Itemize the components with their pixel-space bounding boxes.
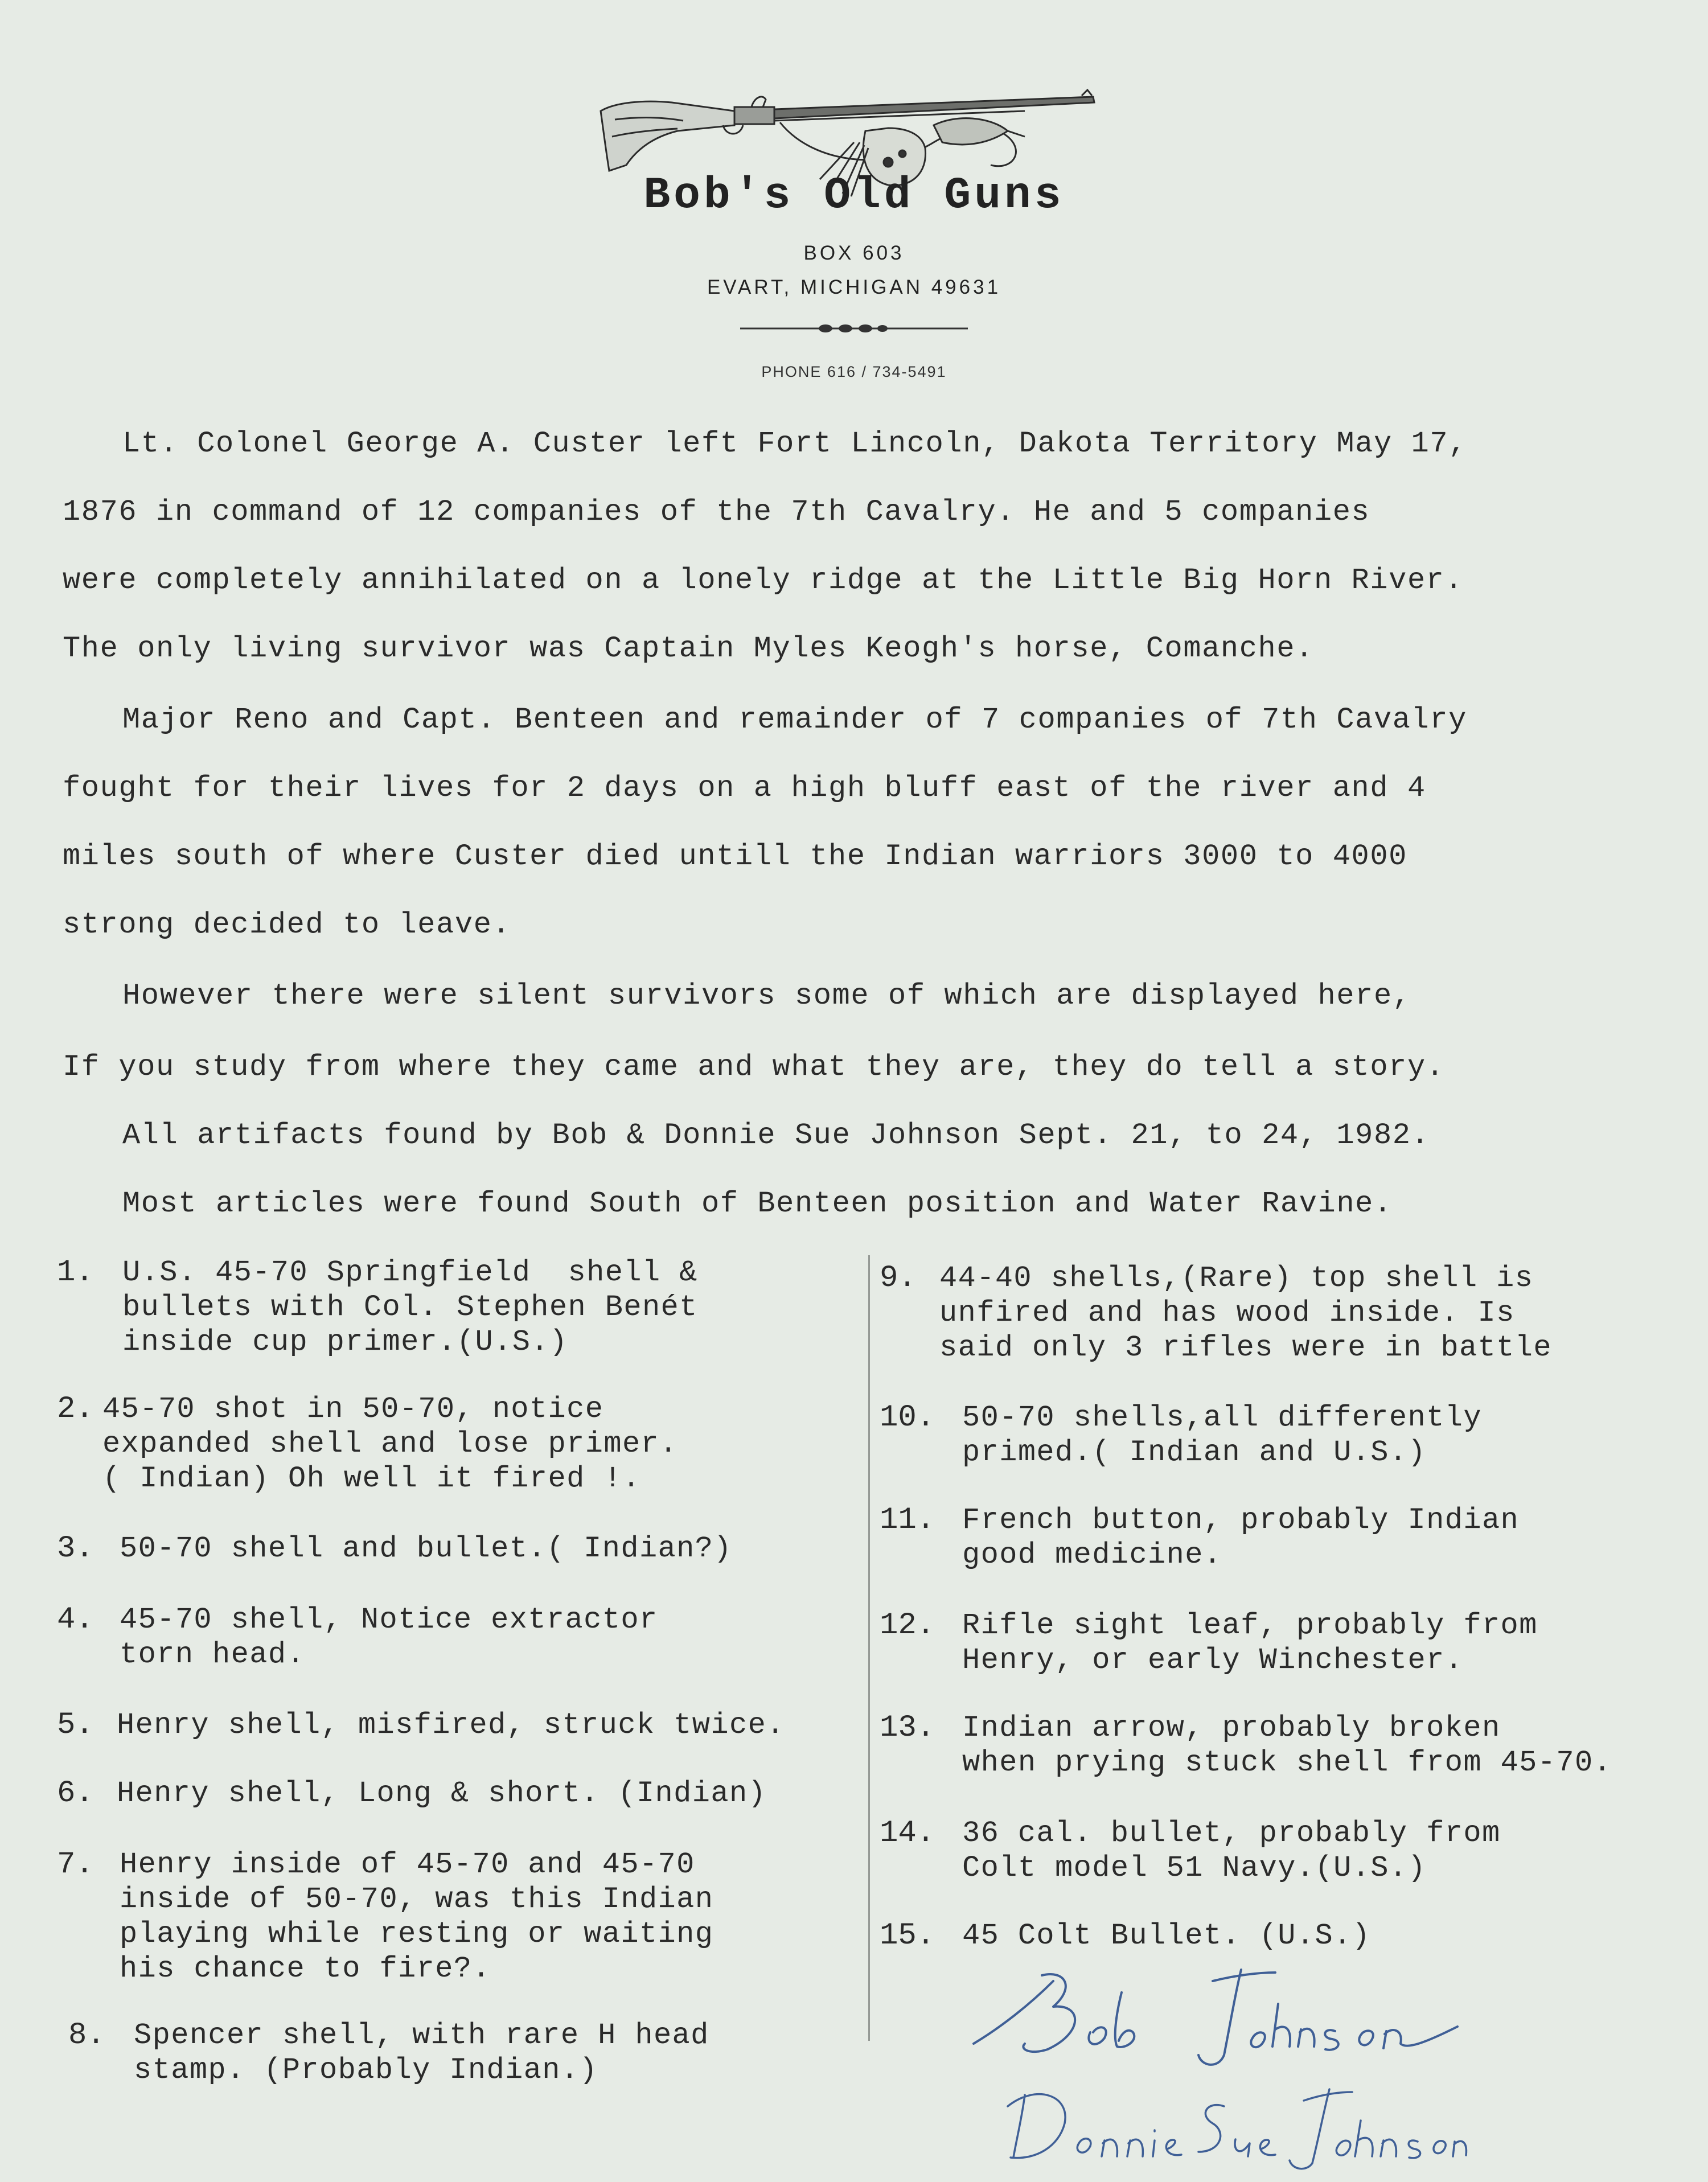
body-line: fought for their lives for 2 days on a high bluff east of the river and 4 <box>63 771 1426 805</box>
item-number: 11. <box>880 1503 935 1538</box>
item-number: 3. <box>57 1531 94 1566</box>
body-line: The only living survivor was Captain Myles Keogh's horse, Comanche. <box>63 632 1314 665</box>
column-divider <box>868 1255 870 2041</box>
body-line: Lt. Colonel George A. Custer left Fort Lincoln, Dakota Territory May 17, <box>122 427 1467 461</box>
item-number: 15. <box>880 1918 935 1953</box>
list-item: Henry shell, Long & short. (Indian) <box>117 1777 767 1810</box>
list-item: Henry shell, misfired, struck twice. <box>117 1708 785 1742</box>
body-line: If you study from where they came and what they are, they do tell a story. <box>63 1050 1445 1084</box>
item-number: 10. <box>880 1400 935 1435</box>
body-line: miles south of where Custer died untill the Indian warriors 3000 to 4000 <box>63 840 1407 873</box>
body-line: were completely annihilated on a lonely ridge at the Little Big Horn River. <box>63 564 1464 597</box>
list-item: 45 Colt Bullet. (U.S.) <box>962 1919 1371 1953</box>
item-number: 1. <box>57 1255 94 1290</box>
list-item: 44-40 shells,(Rare) top shell is unfired and has wood inside. Is said only 3 rifles were in battle <box>939 1261 1552 1365</box>
phone-number: PHONE 616 / 734-5491 <box>761 363 947 380</box>
list-item: 50-70 shells,all differently primed.( Indian and U.S.) <box>962 1401 1482 1469</box>
item-number: 4. <box>57 1602 94 1637</box>
item-number: 2. <box>57 1392 94 1427</box>
list-item: 45-70 shell, Notice extractor torn head. <box>120 1603 658 1671</box>
list-item: Indian arrow, probably broken when prying stuck shell from 45-70. <box>962 1711 1612 1780</box>
body-line: 1876 in command of 12 companies of the 7th Cavalry. He and 5 companies <box>63 495 1370 529</box>
list-item: Rifle sight leaf, probably from Henry, or early Winchester. <box>962 1609 1538 1677</box>
body-line: Major Reno and Capt. Benteen and remainder of 7 companies of 7th Cavalry <box>122 703 1467 737</box>
body-line: However there were silent survivors some of which are displayed here, <box>122 979 1411 1013</box>
list-item: Spencer shell, with rare H head stamp. (Probably Indian.) <box>134 2019 709 2087</box>
divider-ornament-icon <box>740 320 968 337</box>
list-item: U.S. 45-70 Springfield shell & bullets with Col. Stephen Benét inside cup primer.(U.S.) <box>122 1256 698 1359</box>
item-number: 9. <box>880 1261 917 1296</box>
list-item: 36 cal. bullet, probably from Colt model 51 Navy.(U.S.) <box>962 1817 1501 1885</box>
address-city: EVART, MICHIGAN 49631 <box>707 276 1001 298</box>
address-box: BOX 603 <box>803 242 905 264</box>
list-item: 45-70 shot in 50-70, notice expanded shell and lose primer. ( Indian) Oh well it fired !. <box>102 1392 678 1495</box>
shop-name: Bob's Old Guns <box>643 171 1065 221</box>
item-number: 13. <box>880 1711 935 1745</box>
item-number: 5. <box>57 1708 94 1743</box>
body-line: All artifacts found by Bob & Donnie Sue Johnson Sept. 21, to 24, 1982. <box>122 1119 1430 1152</box>
list-item: Henry inside of 45-70 and 45-70 inside of 50-70, was this Indian playing while resting or waiting his chance to fire?. <box>120 1848 714 1986</box>
signature-donnie-sue-johnson <box>1002 2066 1469 2175</box>
item-number: 6. <box>57 1776 94 1811</box>
item-number: 12. <box>880 1608 935 1643</box>
item-number: 8. <box>68 2018 105 2053</box>
signature-bob-johnson <box>968 1958 1469 2072</box>
item-number: 7. <box>57 1847 94 1882</box>
body-line: Most articles were found South of Benteen position and Water Ravine. <box>122 1187 1393 1221</box>
list-item: French button, probably Indian good medicine. <box>962 1503 1520 1572</box>
body-line: strong decided to leave. <box>63 908 511 942</box>
item-number: 14. <box>880 1816 935 1851</box>
list-item: 50-70 shell and bullet.( Indian?) <box>120 1532 732 1565</box>
